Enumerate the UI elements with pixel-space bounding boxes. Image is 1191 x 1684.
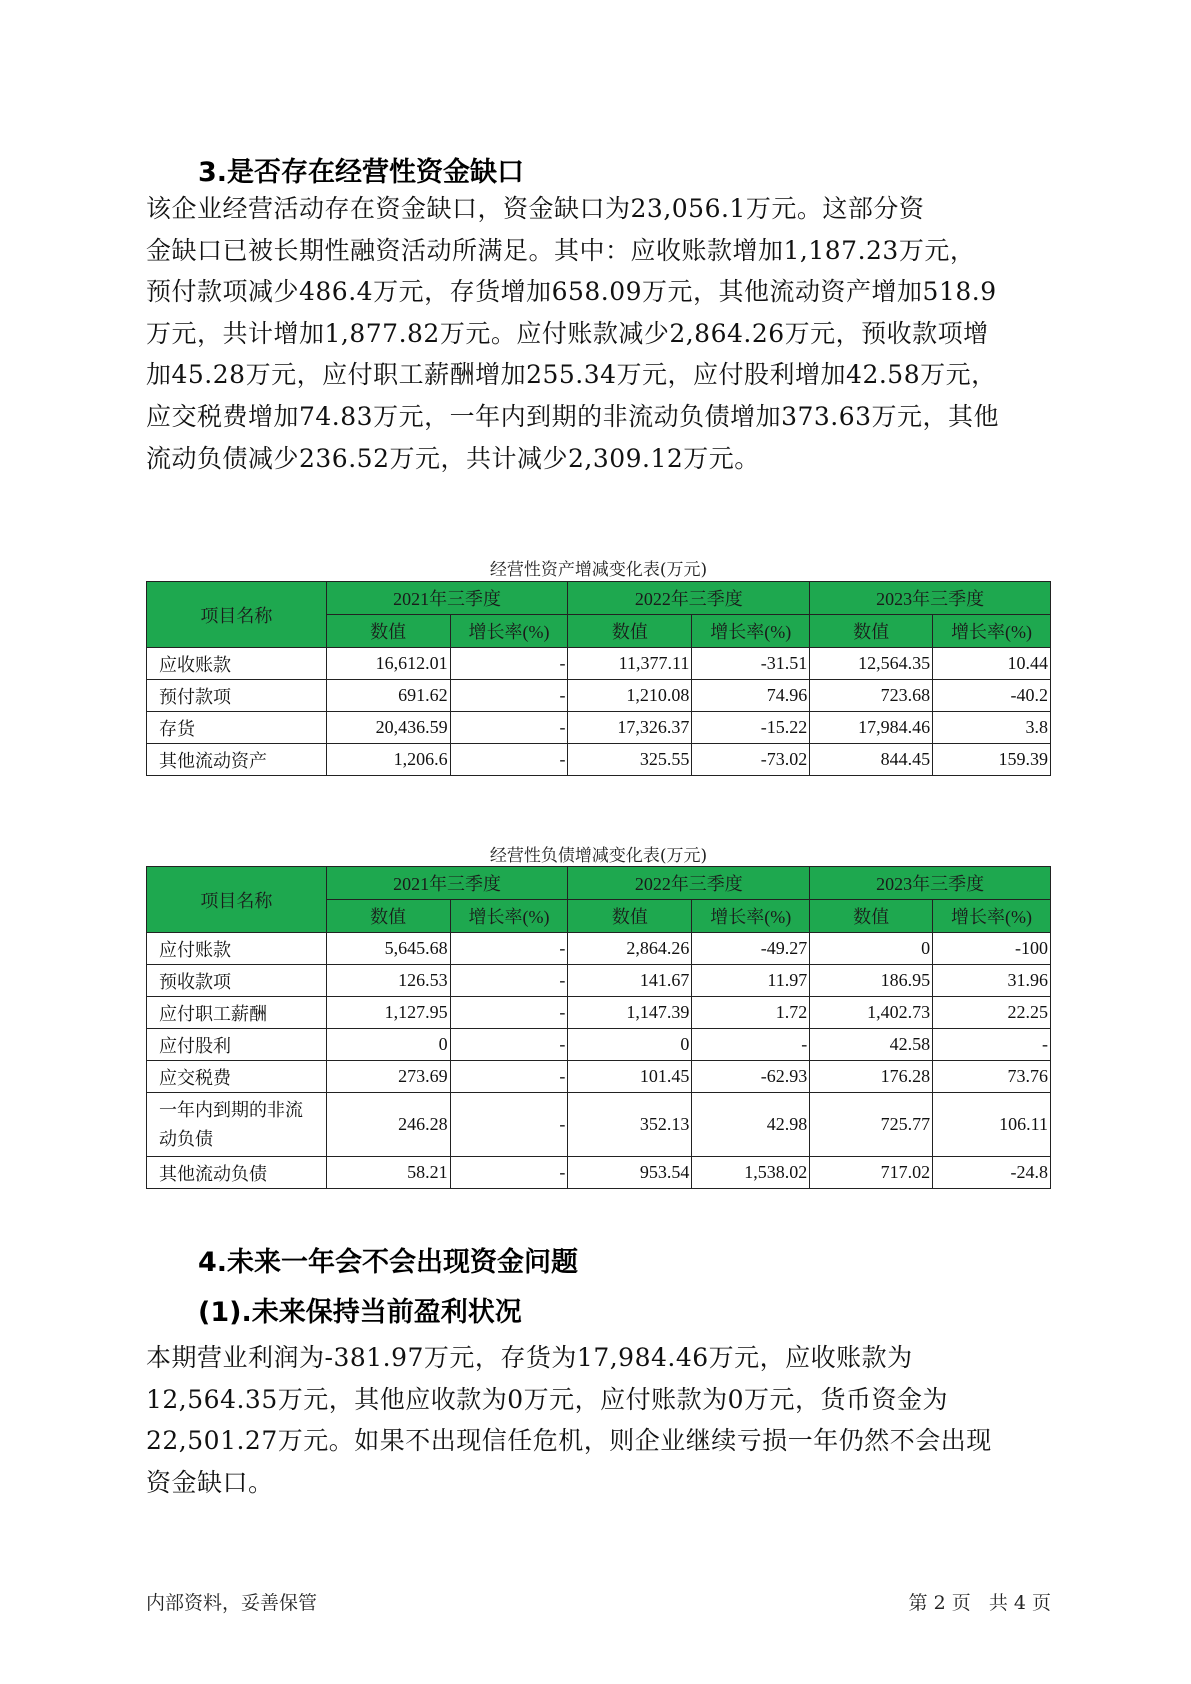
row-name: 预收款项 (147, 965, 327, 997)
sub-header: 数值 (568, 900, 692, 933)
sub-header: 增长率(%) (692, 900, 810, 933)
sub-header: 增长率(%) (450, 615, 568, 648)
liabilities-table (146, 866, 1051, 1189)
cell: 22.25 (933, 997, 1051, 1029)
row-name (147, 1093, 327, 1157)
row-name-line: 一年内到期的非流 (159, 1099, 303, 1120)
cell: 106.11 (933, 1093, 1051, 1157)
paragraph-line: 加45.28万元，应付职工薪酬增加255.34万元，应付股利增加42.58万元， (146, 360, 997, 390)
cell: -31.51 (692, 648, 810, 680)
cell: - (450, 712, 568, 744)
paragraph-line: 22,501.27万元。如果不出现信任危机，则企业继续亏损一年仍然不会出现 (146, 1426, 992, 1456)
cell: -49.27 (692, 933, 810, 965)
cell: 0 (326, 1029, 450, 1061)
cell: - (450, 933, 568, 965)
cell: 11.97 (692, 965, 810, 997)
sub-header: 数值 (810, 900, 933, 933)
cell: 10.44 (933, 648, 1051, 680)
footer-confidential-note: 内部资料，妥善保管 (146, 1592, 318, 1614)
section-3-paragraph (146, 188, 1051, 479)
cell: - (450, 1157, 568, 1189)
sub-header: 增长率(%) (933, 900, 1051, 933)
row-name: 应付职工薪酬 (147, 997, 327, 1029)
cell: 352.13 (568, 1093, 692, 1157)
cell: -24.8 (933, 1157, 1051, 1189)
cell: 17,984.46 (810, 712, 933, 744)
cell: 1,402.73 (810, 997, 933, 1029)
row-name: 其他流动资产 (147, 744, 327, 776)
cell: 725.77 (810, 1093, 933, 1157)
cell: 141.67 (568, 965, 692, 997)
cell: 101.45 (568, 1061, 692, 1093)
table-row (147, 965, 1051, 997)
row-name: 应付账款 (147, 933, 327, 965)
column-header-name: 项目名称 (147, 582, 327, 648)
row-name: 应收账款 (147, 648, 327, 680)
table-row (147, 1093, 1051, 1157)
cell: 58.21 (326, 1157, 450, 1189)
sub-header: 数值 (326, 615, 450, 648)
table-row (147, 1029, 1051, 1061)
cell: 723.68 (810, 680, 933, 712)
paragraph-line: 金缺口已被长期性融资活动所满足。其中：应收账款增加1,187.23万元， (146, 235, 976, 265)
cell: 12,564.35 (810, 648, 933, 680)
cell: - (692, 1029, 810, 1061)
row-name: 其他流动负债 (147, 1157, 327, 1189)
section-4-paragraph (146, 1337, 1051, 1503)
cell: - (450, 1061, 568, 1093)
paragraph-line: 流动负债减少236.52万元，共计减少2,309.12万元。 (146, 443, 760, 473)
row-name: 预付款项 (147, 680, 327, 712)
sub-header: 增长率(%) (450, 900, 568, 933)
cell: 1,206.6 (326, 744, 450, 776)
column-header-name: 项目名称 (147, 867, 327, 933)
row-name-line: 动负债 (159, 1128, 213, 1149)
cell: 844.45 (810, 744, 933, 776)
cell: 273.69 (326, 1061, 450, 1093)
cell: - (450, 680, 568, 712)
cell: 1,538.02 (692, 1157, 810, 1189)
cell: 1,147.39 (568, 997, 692, 1029)
sub-header: 数值 (568, 615, 692, 648)
cell: - (450, 1093, 568, 1157)
table-row (147, 744, 1051, 776)
table-row (147, 1157, 1051, 1189)
cell: - (450, 1029, 568, 1061)
row-name: 应付股利 (147, 1029, 327, 1061)
paragraph-line: 预付款项减少486.4万元，存货增加658.09万元，其他流动资产增加518.9 (146, 277, 997, 307)
cell: - (450, 648, 568, 680)
period-header: 2022年三季度 (568, 582, 810, 615)
table-row (147, 1061, 1051, 1093)
footer-page-number: 第 2 页 共 4 页 (908, 1592, 1051, 1614)
period-header: 2023年三季度 (810, 582, 1051, 615)
paragraph-line: 12,564.35万元，其他应收款为0万元，应付账款为0万元，货币资金为 (146, 1384, 949, 1414)
liabilities-table-caption: 经营性负债增减变化表(万元) (489, 846, 708, 866)
cell: - (450, 997, 568, 1029)
cell: 953.54 (568, 1157, 692, 1189)
sub-header: 增长率(%) (933, 615, 1051, 648)
cell: -15.22 (692, 712, 810, 744)
assets-table (146, 581, 1051, 776)
paragraph-line: 该企业经营活动存在资金缺口，资金缺口为23,056.1万元。这部分资 (146, 194, 925, 223)
cell: -40.2 (933, 680, 1051, 712)
cell: 176.28 (810, 1061, 933, 1093)
cell: -73.02 (692, 744, 810, 776)
cell: 2,864.26 (568, 933, 692, 965)
cell: 20,436.59 (326, 712, 450, 744)
table-row (147, 712, 1051, 744)
cell: 42.98 (692, 1093, 810, 1157)
paragraph-line: 本期营业利润为-381.97万元，存货为17,984.46万元，应收账款为 (146, 1343, 913, 1372)
cell: 11,377.11 (568, 648, 692, 680)
section-3-heading: 3.是否存在经营性资金缺口 (198, 157, 525, 188)
table-row (147, 933, 1051, 965)
table-row (147, 997, 1051, 1029)
cell: 325.55 (568, 744, 692, 776)
cell: 31.96 (933, 965, 1051, 997)
section-4-subheading: (1).未来保持当前盈利状况 (198, 1297, 522, 1328)
table-row (147, 648, 1051, 680)
paragraph-line: 应交税费增加74.83万元，一年内到期的非流动负债增加373.63万元，其他 (146, 401, 1000, 431)
assets-table-caption: 经营性资产增减变化表(万元) (489, 560, 708, 580)
cell: - (933, 1029, 1051, 1061)
cell: 17,326.37 (568, 712, 692, 744)
cell: 1,210.08 (568, 680, 692, 712)
period-header: 2022年三季度 (568, 867, 810, 900)
cell: -62.93 (692, 1061, 810, 1093)
cell: 717.02 (810, 1157, 933, 1189)
cell: - (450, 965, 568, 997)
cell: 126.53 (326, 965, 450, 997)
period-header: 2021年三季度 (326, 582, 568, 615)
cell: 1.72 (692, 997, 810, 1029)
sub-header: 数值 (326, 900, 450, 933)
cell: 42.58 (810, 1029, 933, 1061)
paragraph-line: 资金缺口。 (146, 1467, 274, 1497)
table-row (147, 680, 1051, 712)
cell: 16,612.01 (326, 648, 450, 680)
cell: 73.76 (933, 1061, 1051, 1093)
period-header: 2023年三季度 (810, 867, 1051, 900)
section-4-heading: 4.未来一年会不会出现资金问题 (198, 1247, 579, 1278)
cell: -100 (933, 933, 1051, 965)
cell: 246.28 (326, 1093, 450, 1157)
sub-header: 数值 (810, 615, 933, 648)
cell: 5,645.68 (326, 933, 450, 965)
cell: 74.96 (692, 680, 810, 712)
cell: - (450, 744, 568, 776)
period-header: 2021年三季度 (326, 867, 568, 900)
cell: 186.95 (810, 965, 933, 997)
cell: 1,127.95 (326, 997, 450, 1029)
cell: 0 (568, 1029, 692, 1061)
sub-header: 增长率(%) (692, 615, 810, 648)
cell: 159.39 (933, 744, 1051, 776)
cell: 3.8 (933, 712, 1051, 744)
paragraph-line: 万元，共计增加1,877.82万元。应付账款减少2,864.26万元，预收款项增 (146, 318, 989, 348)
cell: 691.62 (326, 680, 450, 712)
cell: 0 (810, 933, 933, 965)
row-name: 存货 (147, 712, 327, 744)
row-name: 应交税费 (147, 1061, 327, 1093)
